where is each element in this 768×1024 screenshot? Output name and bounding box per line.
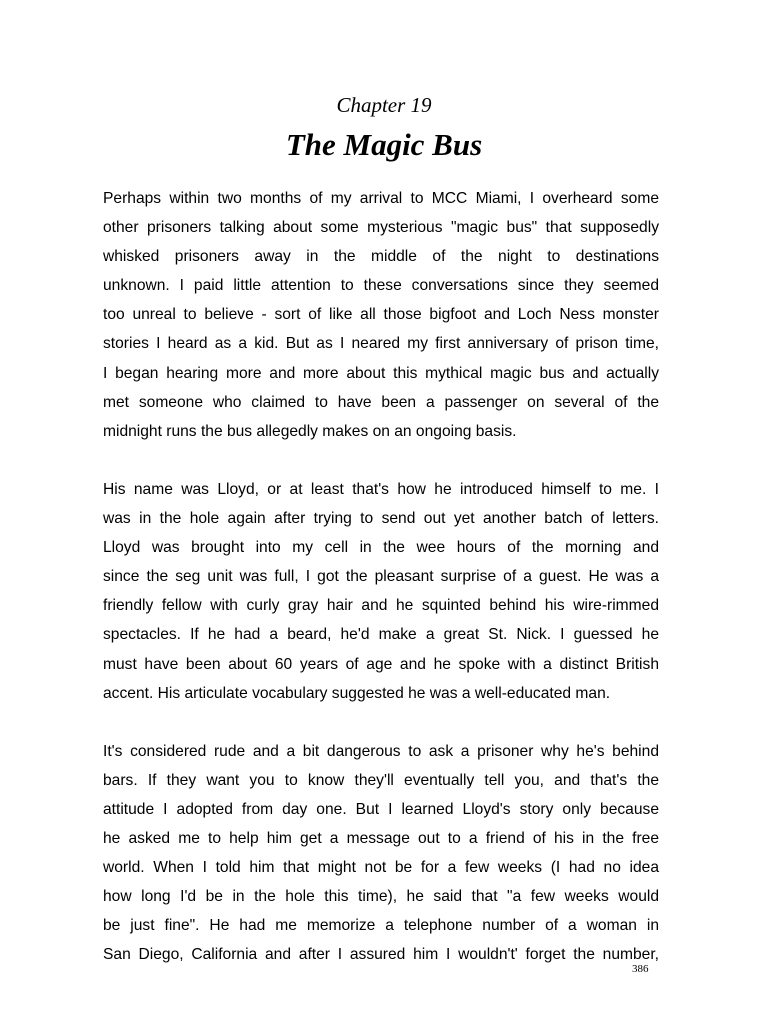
body-text: [103, 184, 659, 999]
text-line: was in the hole again after trying to send out yet another batch of letters.: [103, 510, 659, 528]
text-line: spectacles. If he had a beard, he'd make a great St. Nick. I guessed he: [103, 626, 659, 644]
text-line: Lloyd was brought into my cell in the wee hours of the morning and: [103, 539, 659, 557]
text-line: San Diego, California and after I assured him I wouldn't' forget the number,: [103, 946, 659, 964]
page-number: 386: [632, 963, 649, 975]
text-line: midnight runs the bus allegedly makes on an ongoing basis.: [103, 422, 517, 440]
paragraph: [103, 475, 659, 708]
text-line: since the seg unit was full, I got the pleasant surprise of a guest. He was a: [103, 568, 659, 586]
text-line: how long I'd be in the hole this time), he said that "a few weeks would: [103, 888, 659, 906]
chapter-label: Chapter 19: [336, 93, 432, 117]
text-line: accent. His articulate vocabulary suggested he was a well-educated man.: [103, 684, 611, 702]
text-line: friendly fellow with curly gray hair and he squinted behind his wire-rimmed: [103, 597, 659, 615]
text-line: His name was Lloyd, or at least that's how he introduced himself to me. I: [103, 480, 659, 498]
text-line: he asked me to help him get a message out to a friend of his in the free: [103, 830, 659, 848]
paragraph: [103, 184, 659, 446]
text-line: stories I heard as a kid. But as I neared my first anniversary of prison time,: [103, 335, 659, 353]
text-line: attitude I adopted from day one. But I learned Lloyd's story only because: [103, 800, 659, 818]
text-line: met someone who claimed to have been a passenger on several of the: [103, 393, 659, 411]
text-line: It's considered rude and a bit dangerous to ask a prisoner why he's behind: [103, 742, 659, 760]
text-line: world. When I told him that might not be for a few weeks (I had no idea: [103, 859, 659, 877]
text-line: Perhaps within two months of my arrival to MCC Miami, I overheard some: [103, 190, 659, 207]
paragraph: [103, 737, 659, 970]
text-line: other prisoners talking about some mysterious "magic bus" that supposedly: [103, 219, 659, 237]
text-line: bars. If they want you to know they'll eventually tell you, and that's the: [103, 771, 659, 789]
text-line: unknown. I paid little attention to these conversations since they seemed: [103, 277, 659, 295]
text-line: be just fine". He had me memorize a telephone number of a woman in: [103, 917, 659, 935]
text-line: whisked prisoners away in the middle of the night to destinations: [103, 248, 659, 266]
chapter-title: The Magic Bus: [285, 127, 483, 162]
text-line: must have been about 60 years of age and he spoke with a distinct British: [103, 655, 659, 673]
text-line: too unreal to believe - sort of like all those bigfoot and Loch Ness monster: [103, 306, 659, 324]
text-line: I began hearing more and more about this mythical magic bus and actually: [103, 364, 659, 382]
